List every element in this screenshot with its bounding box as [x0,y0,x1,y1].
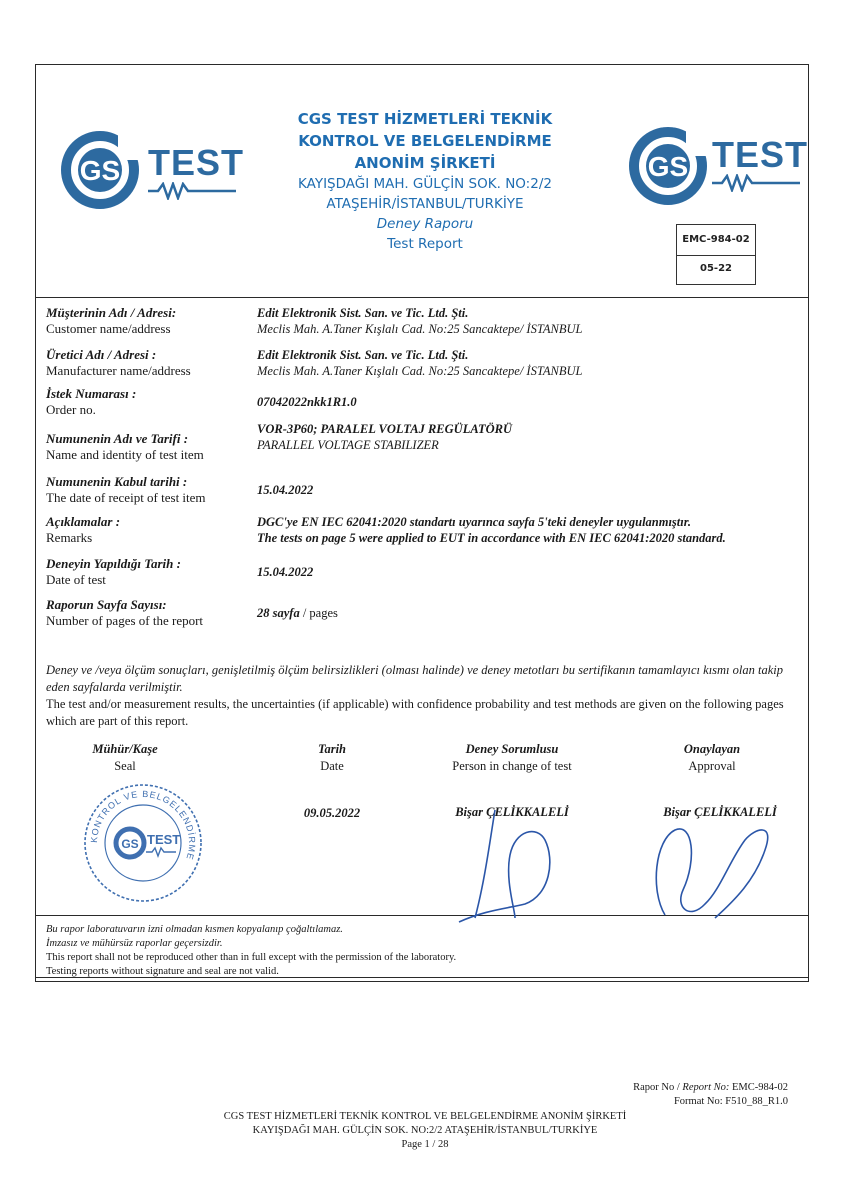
pages-label-en: Number of pages of the report [46,613,204,628]
responsible-name: Bişar ÇELİKKALELİ [455,805,569,819]
receipt-date: 15.04.2022 [257,483,314,497]
report-title-en: Test Report [387,236,463,252]
address-line-1: KAYIŞDAĞI MAH. GÜLÇİN SOK. NO:2/2 [298,176,552,192]
order-label-en: Order no. [46,402,96,417]
item-label-en: Name and identity of test item [46,447,204,462]
svg-text:GS: GS [79,155,121,186]
company-header [240,108,610,254]
responsible-signature [455,800,565,930]
manufacturer-label-en: Manufacturer name/address [46,363,191,378]
approval-name: Bişar ÇELİKKALELİ [663,805,777,819]
order-number: 07042022nkk1R1.0 [257,395,357,409]
page-number: Page 1 / 28 [401,1139,449,1150]
customer-address: Meclis Mah. A.Taner Kışlalı Cad. No:25 Sancaktepe/ İSTANBUL [257,322,583,336]
svg-text:GS: GS [121,837,139,851]
gs-emblem-icon [60,130,150,210]
item-name-en: PARALLEL VOLTAGE STABILIZER [257,438,439,452]
approval-signature [645,800,785,930]
order-label-tr: İstek Numarası : [46,386,137,401]
footnote-tr-2: İmzasız ve mühürsüz raporlar geçersizdir. [46,938,223,949]
receipt-label-en: The date of receipt of test item [46,490,206,505]
pages-suffix: / pages [302,606,338,620]
remarks-label-tr: Açıklamalar : [46,514,121,529]
company-line-1: CGS TEST HİZMETLERİ TEKNİK [297,110,553,128]
manufacturer-name: Edit Elektronik Sist. San. ve Tic. Ltd. Şti. [257,348,469,362]
responsible-label-en: Person in change of test [452,759,572,773]
receipt-label-tr: Numunenin Kabul tarihi : [46,474,188,489]
approval-label-en: Approval [688,759,736,773]
company-line-3: ANONİM ŞİRKETİ [354,154,496,172]
logo-word: TEST [712,134,809,175]
customer-label-tr: Müşterinin Adı / Adresi: [46,305,177,320]
footnote-en-1: This report shall not be reproduced other than in full except with the permission of the laboratory. [46,952,457,963]
company-line-2: KONTROL VE BELGELENDİRME [298,132,552,150]
svg-text:GS: GS [647,151,689,182]
test-date-label-tr: Deneyin Yapıldığı Tarih : [46,556,181,571]
test-date: 15.04.2022 [257,565,314,579]
header-divider [36,297,808,298]
manufacturer-address: Meclis Mah. A.Taner Kışlalı Cad. No:25 Sancaktepe/ İSTANBUL [257,364,583,378]
seal-ring-text: KONTROL VE BELGELENDİRME [88,788,198,862]
seal-label-en: Seal [114,759,136,773]
pages-count-line [257,605,338,621]
statement-en: The test and/or measurement results, the uncertainties (if applicable) with confidence probability and test methods are given on the following pages which are part of this report. [46,697,784,728]
date-label-tr: Tarih [317,742,347,756]
pages-label-tr: Raporun Sayfa Sayısı: [46,597,167,612]
item-label-tr: Numunenin Adı ve Tarifi : [46,431,189,446]
footnote-en-2: Testing reports without signature and seal are not valid. [46,966,279,977]
gs-emblem-icon [628,126,718,206]
wave-icon [148,182,238,200]
report-number-line [598,1081,788,1094]
seal-word: TEST [147,832,181,847]
item-name-tr: VOR-3P60; PARALEL VOLTAJ REGÜLATÖRÜ [257,422,512,436]
remarks-tr: DGC'ye EN IEC 62041:2020 standartı uyarınca sayfa 5'teki deneyler uygulanmıştır. [257,515,692,529]
date-label-en: Date [320,759,344,773]
seal-label-tr: Mühür/Kaşe [92,742,158,756]
doc-code-box: EMC-984-02 [676,224,756,256]
cgs-logo-left [60,130,245,210]
footer-company: CGS TEST HİZMETLERİ TEKNİK KONTROL VE BELGELENDİRME ANONİM ŞİRKETİ [223,1111,627,1122]
company-seal-stamp [80,780,206,906]
footer-address: KAYIŞDAĞI MAH. GÜLÇİN SOK. NO:2/2 ATAŞEHİR/İSTANBUL/TURKİYE [252,1125,598,1136]
format-number: Format No: F510_88_R1.0 [673,1096,788,1107]
report-number: EMC-984-02 [732,1082,788,1093]
footnote-tr-1: Bu rapor laboratuvarın izni olmadan kısmen kopyalanıp çoğaltılamaz. [46,924,343,935]
pages-count: 28 sayfa [257,606,300,620]
approval-label-tr: Onaylayan [683,742,741,756]
cgs-logo-right [628,126,808,206]
report-title-tr: Deney Raporu [376,216,474,232]
signature-date: 09.05.2022 [303,806,361,820]
customer-label-en: Customer name/address [46,321,171,336]
report-number-label-en: Report No: [682,1082,730,1093]
responsible-label-tr: Deney Sorumlusu [465,742,559,756]
customer-name: Edit Elektronik Sist. San. ve Tic. Ltd. Şti. [257,306,469,320]
test-date-label-en: Date of test [46,572,106,587]
logo-word: TEST [148,142,245,183]
manufacturer-label-tr: Üretici Adı / Adresi : [46,347,157,362]
doc-revision-box: 05-22 [676,254,756,285]
statement-tr: Deney ve /veya ölçüm sonuçları, genişletilmiş ölçüm belirsizlikleri (olması halinde) ve deney metotları bu sertifikanın tamamlayıcı kısmı olan takip eden sayfalarda verilmiştir. [46,663,783,694]
remarks-en: The tests on page 5 were applied to EUT in accordance with EN IEC 62041:2020 standard. [257,531,726,545]
address-line-2: ATAŞEHİR/İSTANBUL/TURKİYE [326,196,524,212]
report-number-label: Rapor No / [633,1082,680,1093]
wave-icon [712,174,802,192]
remarks-label-en: Remarks [46,530,93,545]
